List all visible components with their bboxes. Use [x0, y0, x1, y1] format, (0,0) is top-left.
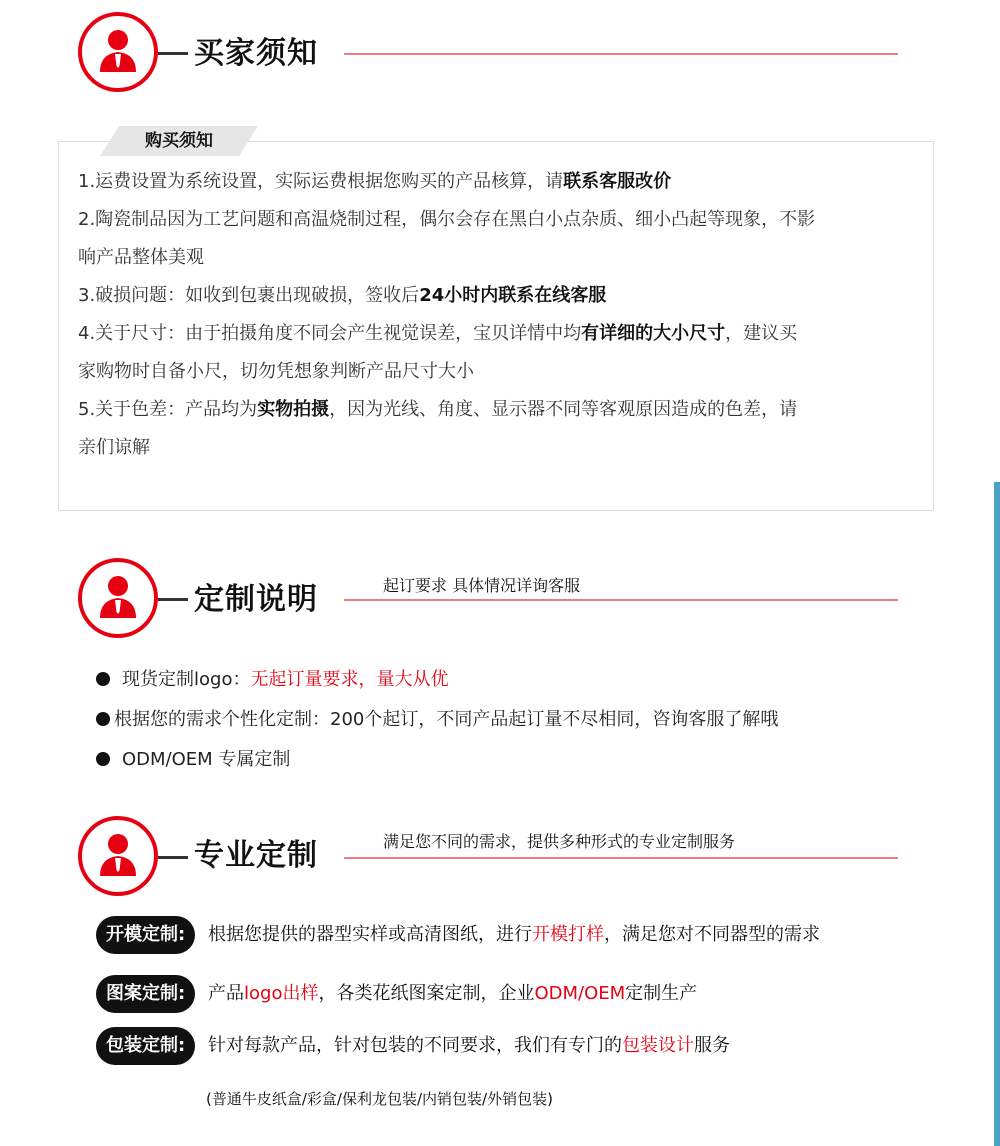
- section-buyer-notice-header: [0, 0, 1000, 110]
- header-line: [344, 857, 898, 859]
- section-pro-custom-header: [0, 808, 1000, 908]
- pro-item-text: 根据您提供的器型实样或高清图纸，进行开模打样，满足您对不同器型的需求: [208, 924, 820, 945]
- side-bar: [994, 482, 1000, 1146]
- header-line: [344, 599, 898, 601]
- pro-item-text: 针对每款产品，针对包装的不同要求，我们有专门的包装设计服务: [208, 1035, 730, 1056]
- notice-line: 家购物时自备小尺，切勿凭想象判断产品尺寸大小: [78, 361, 474, 382]
- person-icon: [78, 558, 158, 638]
- person-icon: [78, 12, 158, 92]
- header-connector: [158, 856, 188, 859]
- list-item: ODM/OEM 专属定制: [96, 746, 778, 786]
- header-connector: [158, 598, 188, 601]
- list-item: 根据您的需求个性化定制：200个起订，不同产品起订量不尽相同，咨询客服了解哦: [96, 706, 778, 746]
- notice-tab-label: 购买须知: [145, 131, 213, 151]
- notice-line: 5.关于色差：产品均为实物拍摄，因为光线、角度、显示器不同等客观原因造成的色差，请: [78, 399, 798, 420]
- section-subtitle: 起订要求 具体情况详询客服: [383, 576, 581, 595]
- section-subtitle: 满足您不同的需求，提供多种形式的专业定制服务: [383, 832, 736, 851]
- notice-line: 亲们谅解: [78, 437, 150, 458]
- pro-item-text: 产品logo出样，各类花纸图案定制，企业ODM/OEM定制生产: [208, 983, 698, 1004]
- section-title: 定制说明: [194, 582, 318, 617]
- header-connector: [158, 52, 188, 55]
- bullet-dot: [96, 712, 110, 726]
- bullet-dot: [96, 672, 110, 686]
- notice-line: 1.运费设置为系统设置，实际运费根据您购买的产品核算，请联系客服改价: [78, 171, 672, 192]
- tag-badge: 开模定制:: [96, 916, 195, 954]
- tag-badge: 包装定制:: [96, 1027, 195, 1065]
- list-item: 现货定制logo：无起订量要求，量大从优: [96, 666, 778, 706]
- section-custom-info-header: [0, 550, 1000, 650]
- custom-bullets: [96, 666, 778, 786]
- notice-line: 3.破损问题：如收到包裹出现破损，签收后24小时内联系在线客服: [78, 285, 607, 306]
- section-title: 专业定制: [194, 838, 318, 873]
- packaging-note: (普通牛皮纸盒/彩盒/保利龙包装/内销包装/外销包装): [206, 1090, 553, 1108]
- notice-line: 响产品整体美观: [78, 247, 204, 268]
- notice-line: 4.关于尺寸：由于拍摄角度不同会产生视觉误差，宝贝详情中均有详细的大小尺寸，建议买: [78, 323, 798, 344]
- section-title: 买家须知: [194, 36, 318, 71]
- notice-lines: [78, 163, 815, 467]
- tag-badge: 图案定制:: [96, 975, 195, 1013]
- header-line: [344, 53, 898, 55]
- person-icon: [78, 816, 158, 896]
- bullet-dot: [96, 752, 110, 766]
- notice-line: 2.陶瓷制品因为工艺问题和高温烧制过程，偶尔会存在黑白小点杂质、细小凸起等现象，不影: [78, 209, 816, 230]
